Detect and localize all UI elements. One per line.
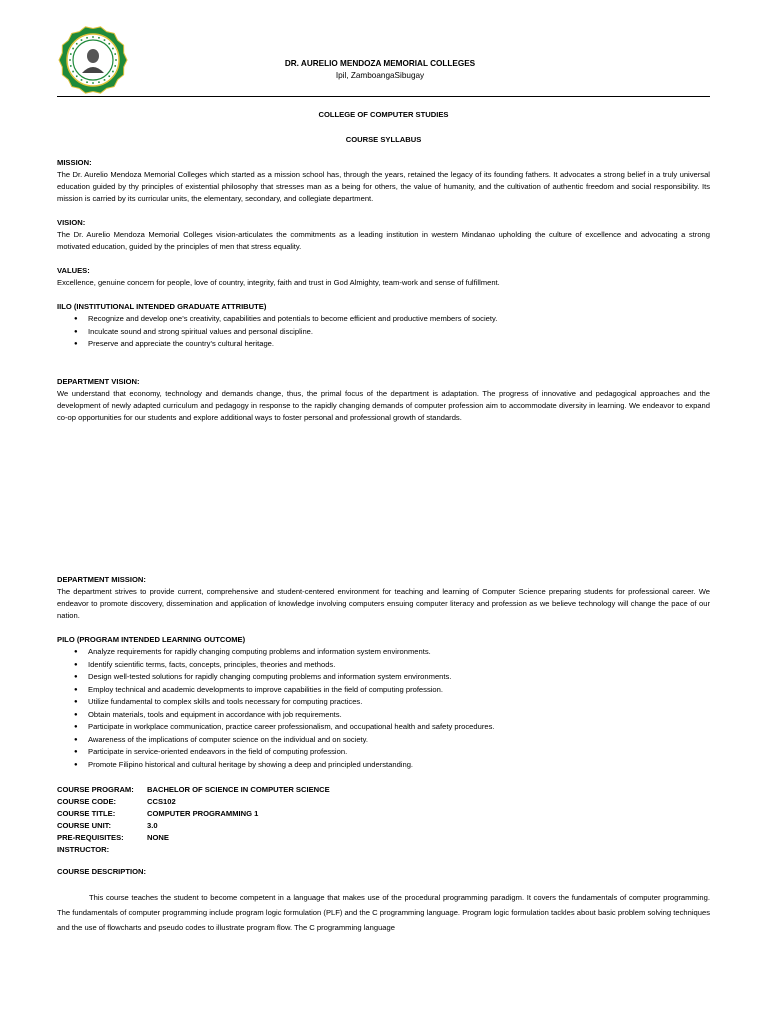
course-unit-label: COURSE UNIT: bbox=[57, 821, 112, 830]
course-title-value: COMPUTER PROGRAMMING 1 bbox=[147, 809, 259, 818]
course-description-section bbox=[57, 866, 710, 935]
list-item: ● Awareness of the implications of computer science on the individual and on society. bbox=[57, 734, 710, 747]
mission-text: The Dr. Aurelio Mendoza Memorial Colleges which started as a mission school has, through the years, retained the legacy of its founding fathers. It advocates a strong belief in a truly universal education guided by thy principles of existential philosophy that stresses man as a being for others, the value of humanity, and the cultivation of authentic freedom and social responsibility. Its mission is carried by its curricular units, the elementary, secondary, and collegiate department. bbox=[57, 170, 710, 203]
list-item: ● Identify scientific terms, facts, concepts, principles, theories and methods. bbox=[57, 659, 710, 672]
course-program-value: BACHELOR OF SCIENCE IN COMPUTER SCIENCE bbox=[147, 785, 330, 794]
values-label: VALUES: bbox=[57, 266, 90, 275]
course-info-grid bbox=[57, 784, 710, 856]
department-mission-section bbox=[57, 574, 710, 622]
course-program-label: COURSE PROGRAM: bbox=[57, 785, 134, 794]
list-item: ● Promote Filipino historical and cultural heritage by showing a deep and principled understanding. bbox=[57, 759, 710, 772]
college-title: COLLEGE OF COMPUTER STUDIES bbox=[318, 110, 449, 119]
course-info-section bbox=[57, 784, 710, 856]
course-code-label: COURSE CODE: bbox=[57, 797, 117, 806]
list-item: ● Participate in service-oriented endeavors in the field of computing profession. bbox=[57, 746, 710, 759]
course-code-value: CCS102 bbox=[147, 797, 176, 806]
department-vision-label: DEPARTMENT VISION: bbox=[57, 377, 140, 386]
values-section bbox=[57, 265, 710, 289]
instructor-label: INSTRUCTOR: bbox=[57, 845, 110, 854]
department-vision-text: We understand that economy, technology and demands change, thus, the primal focus of the department is adaptation. The progress of innovative and pedagogical approaches and the development of newly adapted curriculum and pedagogy in response to the rapidly changing demands of computer profession aim to accommodate diversity in learning. We endeavor to expand co-op opportunities for our students and explore additional ways to foster personal and professional growth of standards. bbox=[57, 389, 710, 422]
course-description-label: COURSE DESCRIPTION: bbox=[57, 867, 147, 876]
iilo-list bbox=[57, 313, 710, 351]
college-seal-logo bbox=[58, 25, 128, 95]
list-item: ● Design well-tested solutions for rapidly changing computing problems and information system environments. bbox=[57, 671, 710, 684]
prerequisites-label: PRE-REQUISITES: bbox=[57, 833, 124, 842]
list-item: ● Preserve and appreciate the country’s cultural heritage. bbox=[57, 338, 710, 351]
vision-section bbox=[57, 217, 710, 253]
list-item: ● Employ technical and academic developments to improve capabilities in the field of computing profession. bbox=[57, 684, 710, 697]
instructor-value bbox=[147, 844, 447, 856]
institution-name: DR. AURELIO MENDOZA MEMORIAL COLLEGES bbox=[284, 59, 476, 68]
list-item: ● Utilize fundamental to complex skills and tools necessary for computing practices. bbox=[57, 696, 710, 709]
iilo-label: IILO (INSTITUTIONAL INTENDED GRADUATE ATTRIBUTE) bbox=[57, 302, 267, 311]
vision-label: VISION: bbox=[57, 218, 86, 227]
list-item: ● Inculcate sound and strong spiritual values and personal discipline. bbox=[57, 326, 710, 339]
mission-section bbox=[57, 157, 710, 205]
values-text: Excellence, genuine concern for people, love of country, integrity, faith and trust in God Almighty, team-work and sense of fulfillment. bbox=[57, 278, 500, 287]
list-item: ● Recognize and develop one’s creativity, capabilities and potentials to become efficient and productive members of society. bbox=[57, 313, 710, 326]
prerequisites-value: NONE bbox=[147, 833, 169, 842]
department-vision-section bbox=[57, 376, 710, 424]
header-divider bbox=[57, 96, 710, 97]
department-mission-label: DEPARTMENT MISSION: bbox=[57, 575, 146, 584]
pilo-label: PILO (PROGRAM INTENDED LEARNING OUTCOME) bbox=[57, 635, 246, 644]
course-unit-value: 3.0 bbox=[147, 821, 158, 830]
pilo-list bbox=[57, 646, 710, 771]
pilo-section bbox=[57, 634, 710, 771]
list-item: ● Obtain materials, tools and equipment in accordance with job requirements. bbox=[57, 709, 710, 722]
document-header bbox=[140, 58, 620, 82]
list-item: ● Analyze requirements for rapidly changing computing problems and information system environments. bbox=[57, 646, 710, 659]
course-title-label: COURSE TITLE: bbox=[57, 809, 116, 818]
list-item: ● Participate in workplace communication, practice career professionalism, and occupational health and safety procedures. bbox=[57, 721, 710, 734]
department-mission-text: The department strives to provide current, comprehensive and student-centered environment for teaching and learning of Computer Science preparing students for professional career. We endeavor to promote discovery, dissemination and application of knowledge involving computers ensuing computer literacy and profession as we believe technology will change the pace of our nation. bbox=[57, 587, 710, 620]
syllabus-title: COURSE SYLLABUS bbox=[345, 135, 422, 144]
mission-label: MISSION: bbox=[57, 158, 92, 167]
course-description-text: This course teaches the student to become competent in a language that makes use of the procedural programming paradigm. It covers the fundamentals of computer programming. The fundamentals of computer programming include program logic formulation (PLF) and the C programming language. Program logic formulation tackles about basic problem solving techniques and the use of flowcharts and pseudo codes to illustrate program flow. The C programming language bbox=[57, 893, 710, 932]
iilo-section bbox=[57, 301, 710, 351]
vision-text: The Dr. Aurelio Mendoza Memorial Colleges vision-articulates the commitments as a leading institution in western Mindanao upholding the culture of excellence and advocating a strong motivated education, guided by the principles of men that stress equality. bbox=[57, 230, 710, 251]
institution-location: Ipil, ZamboangaSibugay bbox=[335, 71, 425, 80]
